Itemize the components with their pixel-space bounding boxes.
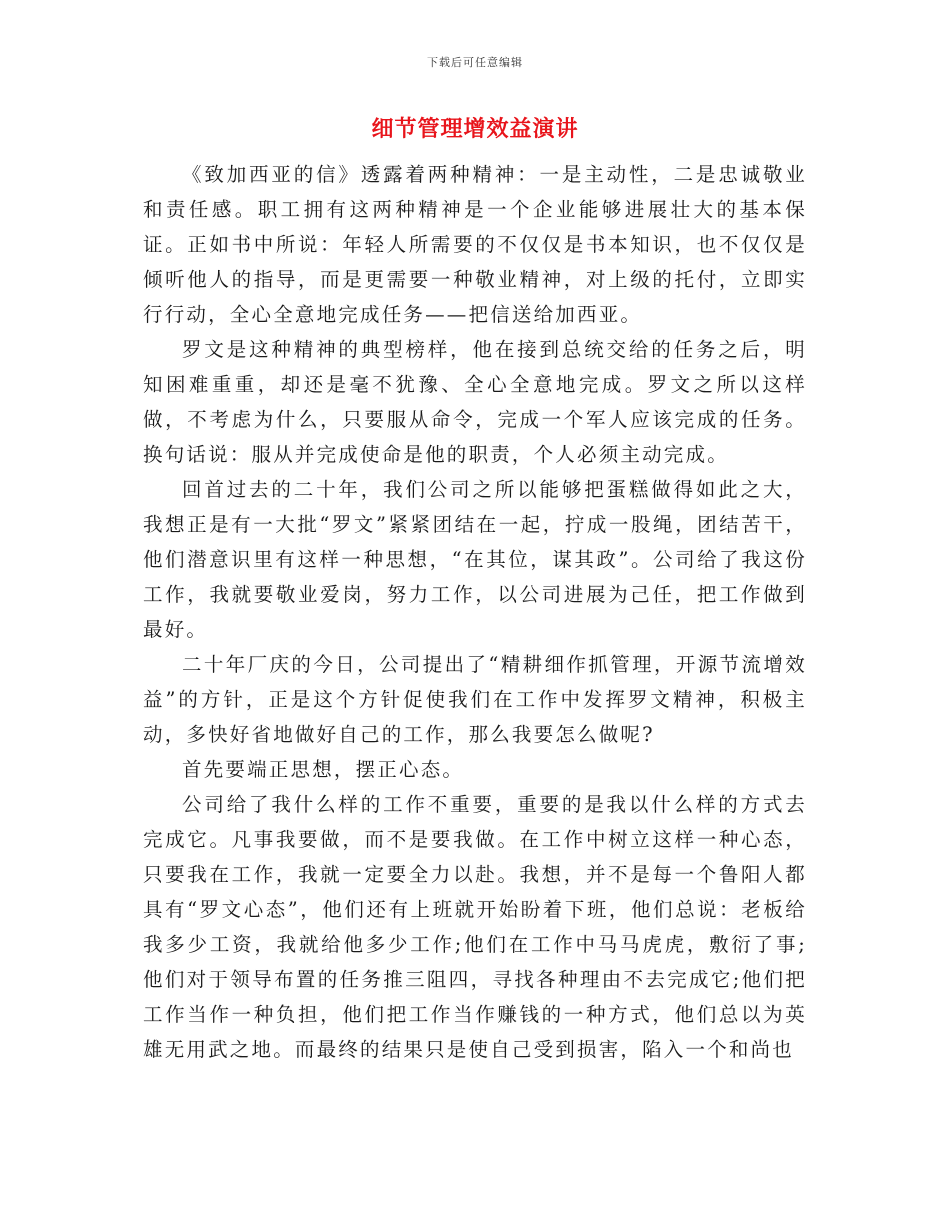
paragraph: 公司给了我什么样的工作不重要，重要的是我以什么样的方式去完成它。凡事我要做，而不是要我做。在工作中树立这样一种心态，只要我在工作，我就一定要全力以赴。我想，并不是每一个鲁阳人都具有“罗文心态”，他们还有上班就开始盼着下班，他们总说：老板给我多少工资，我就给他多少工作;他们在工作中马马虎虎，敷衍了事;他们对于领导布置的任务推三阻四，寻找各种理由不去完成它;他们把工作当作一种负担，他们把工作当作赚钱的一种方式，他们总以为英雄无用武之地。而最终的结果只是使自己受到损害，陷入一个和尚也 [143, 793, 807, 1061]
header-note: 下载后可任意编辑 [427, 56, 523, 69]
paragraph: 《致加西亚的信》透露着两种精神：一是主动性，二是忠诚敬业和责任感。职工拥有这两种精神是一个企业能够进展壮大的基本保证。正如书中所说：年轻人所需要的不仅仅是书本知识，也不仅仅是倾听他人的指导，而是更需要一种敬业精神，对上级的托付，立即实行行动，全心全意地完成任务——把信送给加西亚。 [143, 163, 807, 326]
paragraph: 罗文是这种精神的典型榜样，他在接到总统交给的任务之后，明知困难重重，却还是毫不犹豫、全心全意地完成。罗文之所以这样做，不考虑为什么，只要服从命令，完成一个军人应该完成的任务。换句话说：服从并完成使命是他的职责，个人必须主动完成。 [143, 338, 807, 466]
document-body [143, 157, 807, 1067]
paragraph: 二十年厂庆的今日，公司提出了“精耕细作抓管理，开源节流增效益”的方针，正是这个方针促使我们在工作中发挥罗文精神，积极主动，多快好省地做好自己的工作，那么我要怎么做呢? [143, 653, 807, 746]
paragraph: 回首过去的二十年，我们公司之所以能够把蛋糕做得如此之大，我想正是有一大批“罗文”紧紧团结在一起，拧成一股绳，团结苦干，他们潜意识里有这样一种思想，“在其位，谋其政”。公司给了我这份工作，我就要敬业爱岗，努力工作，以公司进展为己任，把工作做到最好。 [143, 478, 807, 641]
document-title: 细节管理增效益演讲 [371, 117, 579, 142]
paragraph: 首先要端正思想，摆正心态。 [182, 758, 465, 781]
